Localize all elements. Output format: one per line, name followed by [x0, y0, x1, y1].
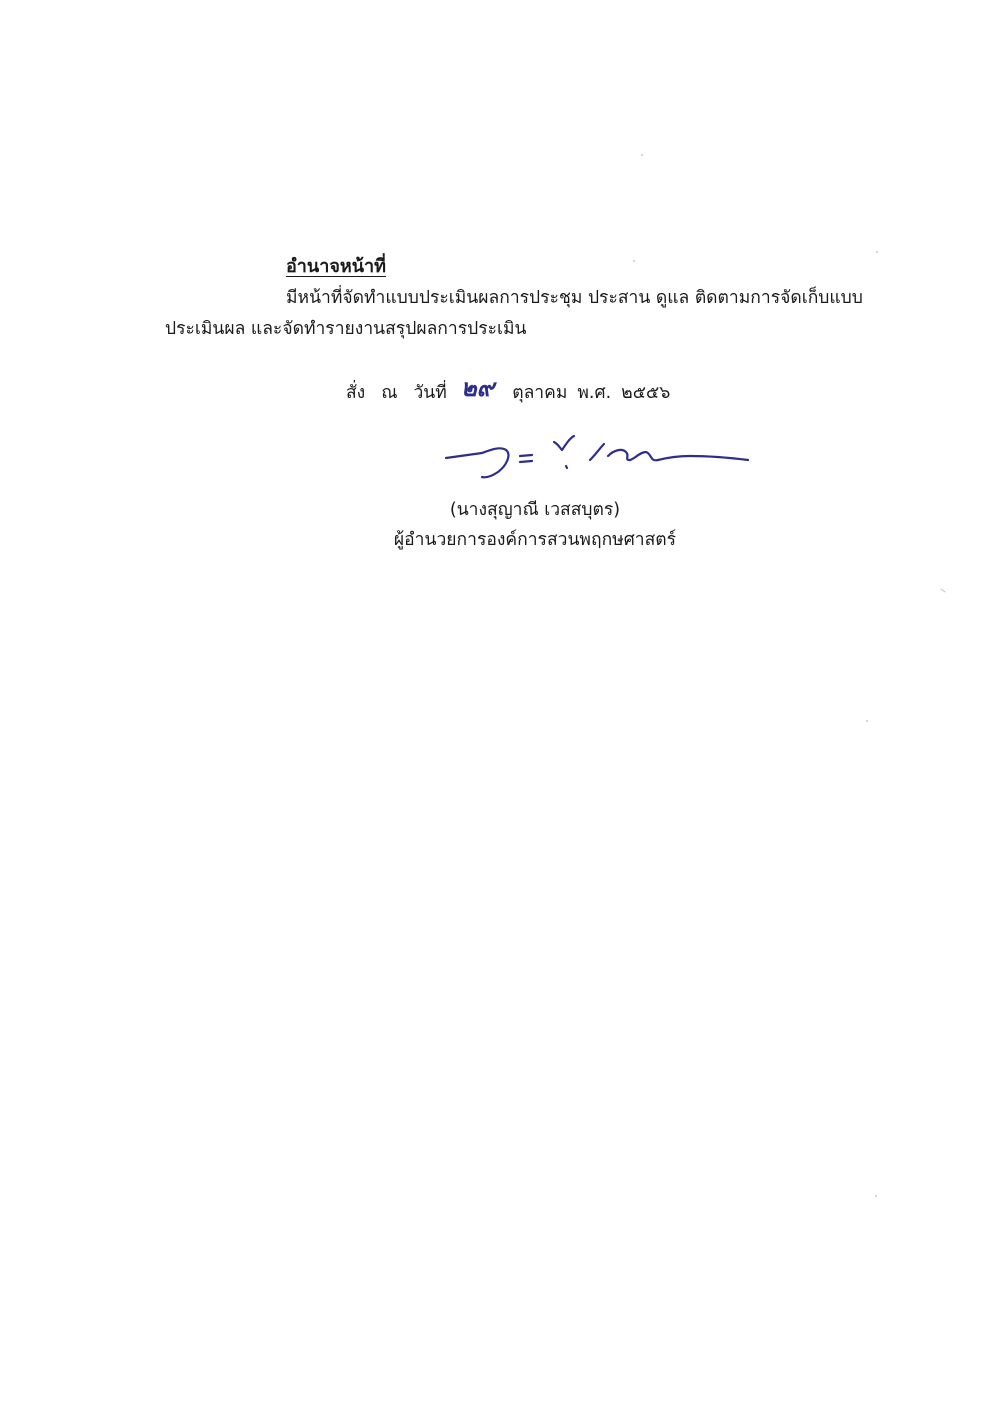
era-label: พ.ศ.	[577, 382, 612, 403]
month: ตุลาคม	[512, 382, 568, 403]
handwritten-signature	[440, 420, 760, 490]
scan-speck	[876, 251, 878, 253]
section-heading: อำนาจหน้าที่	[286, 256, 387, 277]
ordered-word: สั่ง	[346, 382, 366, 403]
duty-text-line-2: ประเมินผล และจัดทำรายงานสรุปผลการประเมิน	[165, 319, 527, 339]
at-word: ณ	[381, 382, 398, 403]
scan-speck	[641, 154, 643, 156]
scan-speck	[875, 1195, 877, 1197]
signatory-position: ผู้อำนวยการองค์การสวนพฤกษศาสตร์	[393, 530, 677, 550]
signatory-name: (นางสุญาณี เวสสบุตร)	[449, 500, 621, 520]
year: ๒๕๕๖	[621, 382, 671, 403]
scan-speck	[633, 260, 635, 262]
order-date-line	[346, 372, 670, 411]
scan-speck	[940, 588, 945, 592]
scan-speck	[866, 720, 868, 722]
handwritten-day: ๒๙	[460, 373, 495, 402]
date-label: วันที่	[413, 382, 447, 403]
duty-text-line-1: มีหน้าที่จัดทำแบบประเมินผลการประชุม ประสาน ดูแล ติดตามการจัดเก็บแบบ	[286, 288, 863, 308]
